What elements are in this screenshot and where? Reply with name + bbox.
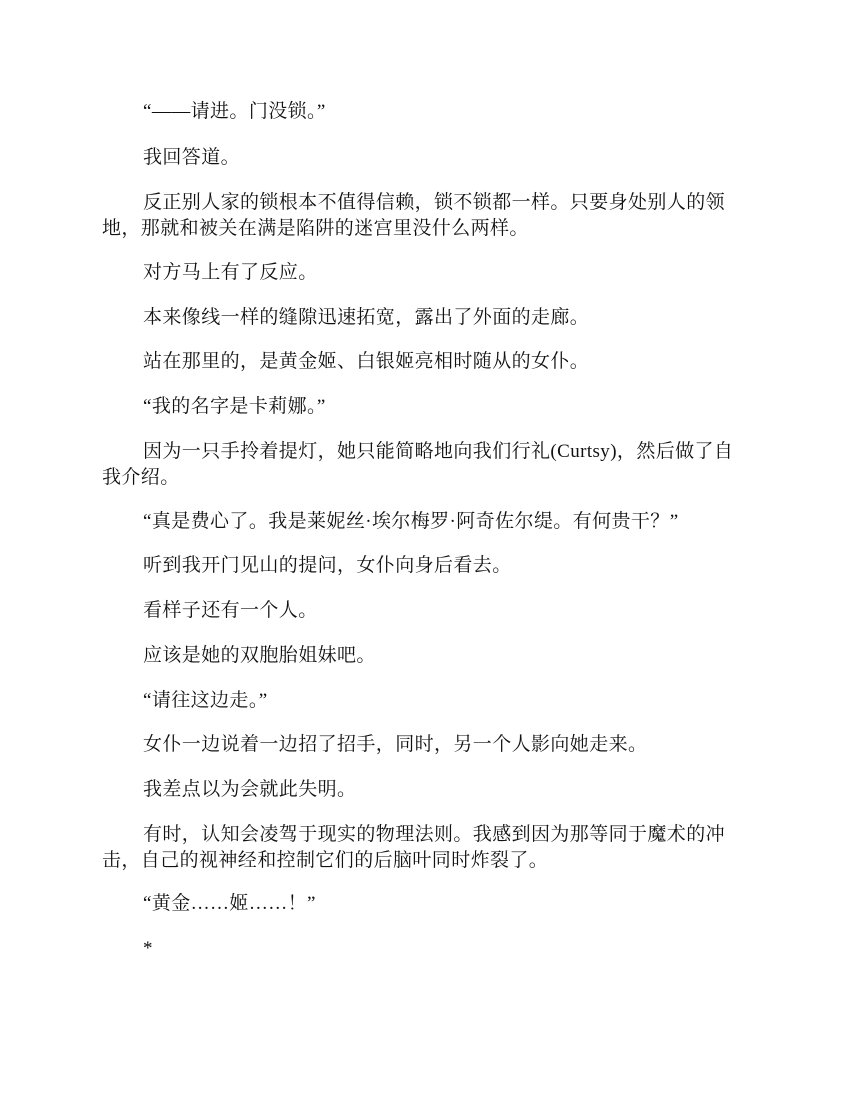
paragraph: 因为一只手拎着提灯，她只能简略地向我们行礼(Curtsy)，然后做了自我介绍。 xyxy=(102,441,734,488)
paragraph: 本来像线一样的缝隙迅速拓宽，露出了外面的走廊。 xyxy=(143,307,590,328)
paragraph: “我的名字是卡莉娜。” xyxy=(143,396,326,417)
paragraph: “——请进。门没锁。” xyxy=(143,101,326,122)
paragraph: 反正别人家的锁根本不值得信赖，锁不锁都一样。只要身处别人的领地，那就和被关在满是陷阱的迷宫里没什么两样。 xyxy=(102,192,726,239)
paragraph: “请往这边走。” xyxy=(143,690,268,711)
paragraph: 我回答道。 xyxy=(143,147,241,168)
scene-break-asterisk: * xyxy=(143,938,153,959)
paragraph: “黄金……姬……！” xyxy=(143,893,316,914)
paragraph: 对方马上有了反应。 xyxy=(143,262,318,283)
paragraph: 听到我开门见山的提问，女仆向身后看去。 xyxy=(143,555,512,576)
paragraph: 站在那里的，是黄金姬、白银姬亮相时随从的女仆。 xyxy=(143,351,590,372)
paragraph: 应该是她的双胞胎姐妹吧。 xyxy=(143,645,376,666)
paragraph: 看样子还有一个人。 xyxy=(143,600,318,621)
paragraph: 我差点以为会就此失明。 xyxy=(143,779,357,800)
paragraph: 有时，认知会凌驾于现实的物理法则。我感到因为那等同于魔术的冲击，自己的视神经和控制它们的后脑叶同时炸裂了。 xyxy=(102,824,726,871)
paragraph: “真是费心了。我是莱妮丝·埃尔梅罗·阿奇佐尔缇。有何贵干？” xyxy=(143,511,679,532)
paragraph: 女仆一边说着一边招了招手，同时，另一个人影向她走来。 xyxy=(143,734,648,755)
